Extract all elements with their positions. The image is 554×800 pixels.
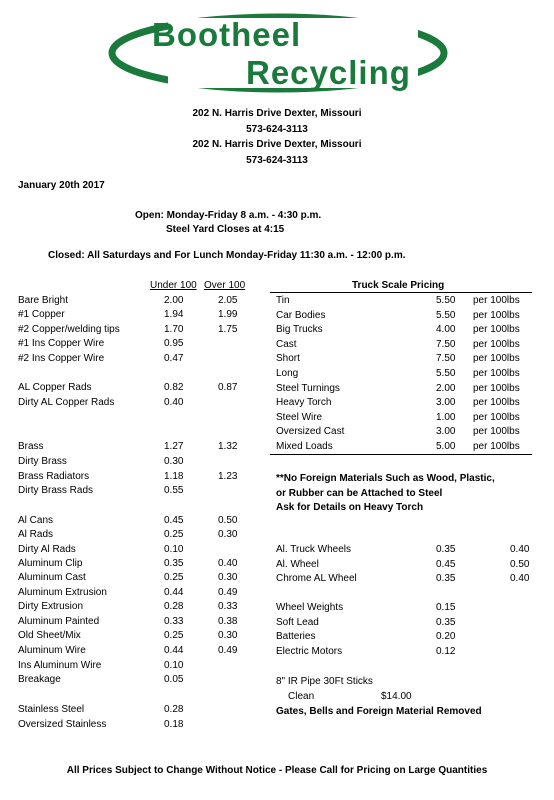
- truck-item-unit: per 100lbs: [473, 382, 520, 394]
- price-under-100: 0.33: [164, 616, 184, 627]
- price-over-100: 0.87: [218, 382, 238, 393]
- price-under-100: 1.27: [164, 441, 184, 452]
- pipe-clean-price: $14.00: [381, 691, 412, 702]
- truck-item-name: Oversized Cast: [276, 426, 345, 438]
- truck-item-name: Mixed Loads: [276, 441, 333, 452]
- price-under-100: 0.18: [164, 719, 184, 730]
- item-name: Stainless Steel: [18, 704, 85, 715]
- price-under-100: 0.47: [164, 353, 184, 364]
- phone-line: 573-624-3113: [246, 155, 308, 166]
- price-over-100: 0.40: [218, 558, 238, 569]
- wheel-price-b: 0.50: [510, 558, 530, 570]
- logo-line1: Bootheel: [152, 16, 302, 53]
- truck-item-price: 4.00: [436, 324, 456, 336]
- item-name: Dirty Brass: [18, 456, 67, 467]
- item-name: Aluminum Painted: [18, 616, 100, 627]
- truck-item-unit: per 100lbs: [473, 338, 520, 350]
- phone-line: 573-624-3113: [246, 124, 308, 135]
- item-name: Aluminum Clip: [18, 558, 83, 569]
- misc-item-name: Soft Lead: [276, 616, 319, 628]
- item-name: Dirty Extrusion: [18, 601, 84, 612]
- price-under-100: 0.28: [164, 704, 184, 715]
- price-under-100: 0.25: [164, 529, 184, 540]
- truck-item-name: Heavy Torch: [276, 397, 332, 409]
- truck-item-price: 3.00: [436, 397, 456, 409]
- price-under-100: 0.95: [164, 338, 184, 349]
- item-name: Aluminum Wire: [18, 645, 86, 656]
- item-name: Bare Bright: [18, 295, 69, 306]
- truck-scale-divider-bottom: [270, 454, 532, 455]
- price-under-100: 2.00: [164, 295, 184, 306]
- item-name: Old Sheet/Mix: [18, 630, 81, 641]
- item-name: Oversized Stainless: [18, 719, 107, 730]
- truck-item-price: 2.00: [436, 382, 456, 394]
- price-over-100: 0.30: [218, 572, 238, 583]
- price-under-100: 0.45: [164, 515, 184, 526]
- truck-item-price: 5.50: [436, 368, 456, 379]
- price-under-100: 0.10: [164, 660, 184, 671]
- truck-item-name: Tin: [276, 295, 290, 306]
- truck-item-unit: per 100lbs: [473, 397, 520, 409]
- price-under-100: 0.44: [164, 587, 184, 598]
- misc-item-price: 0.20: [436, 631, 456, 643]
- truck-item-unit: per 100lbs: [473, 295, 520, 306]
- price-under-100: 1.70: [164, 324, 184, 335]
- truck-item-price: 7.50: [436, 338, 456, 350]
- misc-item-name: Batteries: [276, 631, 316, 643]
- wheel-price-a: 0.45: [436, 558, 456, 570]
- steel-note: or Rubber can be Attached to Steel: [276, 488, 443, 499]
- price-under-100: 0.10: [164, 544, 184, 555]
- truck-item-price: 7.50: [436, 353, 456, 365]
- item-name: #1 Copper: [18, 309, 65, 320]
- truck-item-price: 1.00: [436, 411, 456, 423]
- price-over-100: 0.49: [218, 587, 238, 598]
- truck-item-name: Short: [276, 353, 300, 365]
- steel-note: Ask for Details on Heavy Torch: [276, 502, 424, 513]
- price-over-100: 1.99: [218, 309, 238, 320]
- item-name: Aluminum Extrusion: [18, 587, 107, 598]
- price-under-100: 0.05: [164, 674, 184, 685]
- item-name: Brass: [18, 441, 44, 452]
- address-line: 202 N. Harris Drive Dexter, Missouri: [192, 108, 362, 119]
- truck-item-price: 5.50: [436, 309, 456, 321]
- price-over-100: 0.38: [218, 616, 238, 627]
- wheel-price-a: 0.35: [436, 573, 456, 584]
- gates-note: Gates, Bells and Foreign Material Removed: [276, 706, 482, 717]
- truck-item-unit: per 100lbs: [473, 441, 520, 452]
- price-over-100: 0.30: [218, 529, 238, 540]
- price-under-100: 0.25: [164, 572, 184, 583]
- header-under-100: Under 100: [150, 280, 197, 291]
- truck-item-name: Steel Turnings: [276, 382, 340, 394]
- price-under-100: 0.55: [164, 485, 184, 496]
- steel-note: **No Foreign Materials Such as Wood, Plastic,: [276, 473, 495, 484]
- price-under-100: 1.18: [164, 471, 184, 482]
- truck-item-name: Steel Wire: [276, 411, 323, 423]
- price-under-100: 0.82: [164, 382, 184, 393]
- item-name: Al Cans: [18, 515, 54, 526]
- truck-item-price: 5.50: [436, 295, 456, 306]
- wheel-price-b: 0.40: [510, 573, 530, 584]
- price-over-100: 1.32: [218, 441, 238, 452]
- price-under-100: 0.40: [164, 397, 184, 408]
- price-over-100: 0.33: [218, 601, 238, 612]
- price-over-100: 2.05: [218, 295, 238, 306]
- truck-item-unit: per 100lbs: [473, 411, 520, 423]
- price-under-100: 0.35: [164, 558, 184, 569]
- item-name: Al Rads: [18, 529, 54, 540]
- price-under-100: 0.28: [164, 601, 184, 612]
- wheel-item-name: Al. Truck Wheels: [276, 544, 352, 555]
- truck-scale-divider: [270, 292, 532, 293]
- price-under-100: 1.94: [164, 309, 184, 320]
- wheel-price-a: 0.35: [436, 544, 456, 555]
- wheel-price-b: 0.40: [510, 544, 530, 555]
- price-over-100: 0.50: [218, 515, 238, 526]
- address-line: 202 N. Harris Drive Dexter, Missouri: [192, 139, 362, 150]
- truck-item-price: 5.00: [436, 441, 456, 452]
- misc-item-name: Electric Motors: [276, 645, 343, 657]
- open-hours: Open: Monday-Friday 8 a.m. - 4:30 p.m.: [135, 210, 322, 221]
- item-name: Dirty Al Rads: [18, 544, 76, 555]
- truck-item-unit: per 100lbs: [473, 324, 520, 336]
- item-name: #2 Ins Copper Wire: [18, 353, 105, 364]
- date: January 20th 2017: [18, 180, 105, 191]
- wheel-item-name: Al. Wheel: [276, 558, 319, 570]
- footer-disclaimer: All Prices Subject to Change Without Notice - Please Call for Pricing on Large Quantities: [66, 765, 488, 776]
- price-under-100: 0.30: [164, 456, 184, 467]
- truck-item-unit: per 100lbs: [473, 426, 520, 438]
- item-name: Dirty AL Copper Rads: [18, 397, 115, 408]
- misc-item-price: 0.15: [436, 602, 456, 613]
- truck-item-name: Car Bodies: [276, 309, 326, 321]
- item-name: Ins Aluminum Wire: [18, 660, 102, 671]
- closed-hours: Closed: All Saturdays and For Lunch Monday-Friday 11:30 a.m. - 12:00 p.m.: [48, 250, 406, 261]
- item-name: #2 Copper/welding tips: [18, 324, 120, 335]
- item-name: AL Copper Rads: [18, 382, 92, 393]
- truck-item-price: 3.00: [436, 426, 456, 438]
- price-over-100: 1.23: [218, 471, 238, 482]
- pipe-clean-label: Clean: [288, 691, 315, 702]
- truck-item-name: Big Trucks: [276, 324, 323, 336]
- logo: [108, 12, 448, 94]
- wheel-item-name: Chrome AL Wheel: [276, 573, 357, 584]
- misc-item-price: 0.12: [436, 645, 456, 657]
- truck-item-unit: per 100lbs: [473, 309, 520, 321]
- item-name: #1 Ins Copper Wire: [18, 338, 105, 349]
- item-name: Breakage: [18, 674, 61, 685]
- truck-item-unit: per 100lbs: [473, 368, 520, 379]
- truck-item-name: Cast: [276, 338, 297, 350]
- price-under-100: 0.25: [164, 630, 184, 641]
- logo-line2: Recycling: [246, 54, 411, 91]
- price-over-100: 1.75: [218, 324, 238, 335]
- price-over-100: 0.30: [218, 630, 238, 641]
- price-over-100: 0.49: [218, 645, 238, 656]
- header-over-100: Over 100: [204, 280, 246, 291]
- pipe-title: 8" IR Pipe 30Ft Sticks: [276, 676, 373, 687]
- steel-yard-hours: Steel Yard Closes at 4:15: [166, 224, 285, 235]
- truck-item-name: Long: [276, 368, 299, 379]
- item-name: Aluminum Cast: [18, 572, 86, 583]
- item-name: Dirty Brass Rads: [18, 485, 94, 496]
- truck-item-unit: per 100lbs: [473, 353, 520, 365]
- item-name: Brass Radiators: [18, 471, 90, 482]
- truck-scale-title: Truck Scale Pricing: [352, 280, 445, 291]
- misc-item-price: 0.35: [436, 616, 456, 628]
- misc-item-name: Wheel Weights: [276, 602, 344, 613]
- price-under-100: 0.44: [164, 645, 184, 656]
